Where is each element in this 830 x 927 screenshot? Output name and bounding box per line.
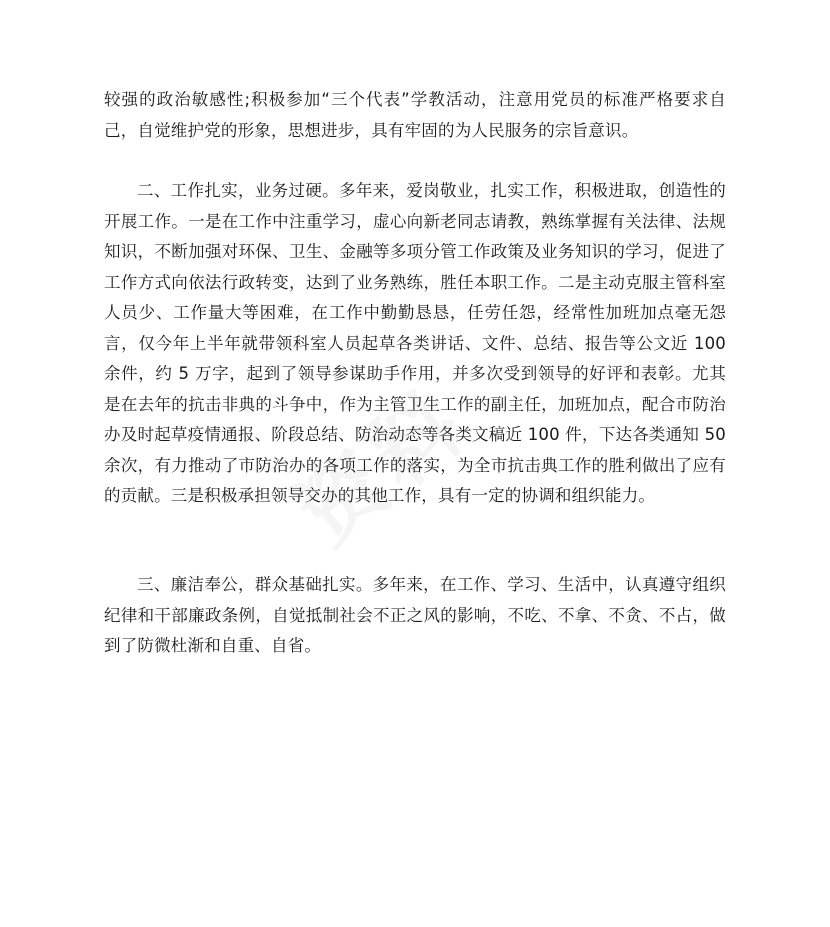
paragraph-intro: [104, 85, 726, 146]
paragraph-work-solid: [104, 176, 726, 512]
paragraph-work-solid-text: 二、工作扎实，业务过硬。多年来，爱岗敬业，扎实工作，积极进取，创造性的开展工作。一是在工作中注重学习，虚心向新老同志请教，熟练掌握有关法律、法规知识，不断加强对环保、卫生、金融等多项分管工作政策及业务知识的学习，促进了工作方式向依法行政转变，达到了业务熟练，胜任本职工作。二是主动克服主管科室人员少、工作量大等困难，在工作中勤勤恳恳，任劳任怨，经常性加班加点毫无怨言，仅今年上半年就带领科室人员起草各类讲话、文件、总结、报告等公文近 100 余件，约 5 万字，起到了领导参谋助手作用，并多次受到领导的好评和表彰。尤其是在去年的抗击非典的斗争中，作为主管卫生工作的副主任，加班加点，配合市防治办及时起草疫情通报、阶段总结、防治动态等各类文稿近 100 件，下达各类通知 50 余次，有力推动了市防治办的各项工作的落实，为全市抗击典工作的胜利做出了应有的贡献。三是积极承担领导交办的其他工作，具有一定的协调和组织能力。: [104, 181, 726, 505]
paragraph-integrity-text: 三、廉洁奉公，群众基础扎实。多年来，在工作、学习、生活中，认真遵守组织纪律和干部廉政条例，自觉抵制社会不正之风的影响，不吃、不拿、不贪、不占，做到了防微杜渐和自重、自省。: [104, 575, 726, 655]
paragraph-integrity: [104, 570, 726, 662]
paragraph-intro-text: 较强的政治敏感性;积极参加“三个代表”学教活动，注意用党员的标准严格要求自己，自觉维护党的形象，思想进步，具有牢固的为人民服务的宗旨意识。: [104, 90, 726, 140]
